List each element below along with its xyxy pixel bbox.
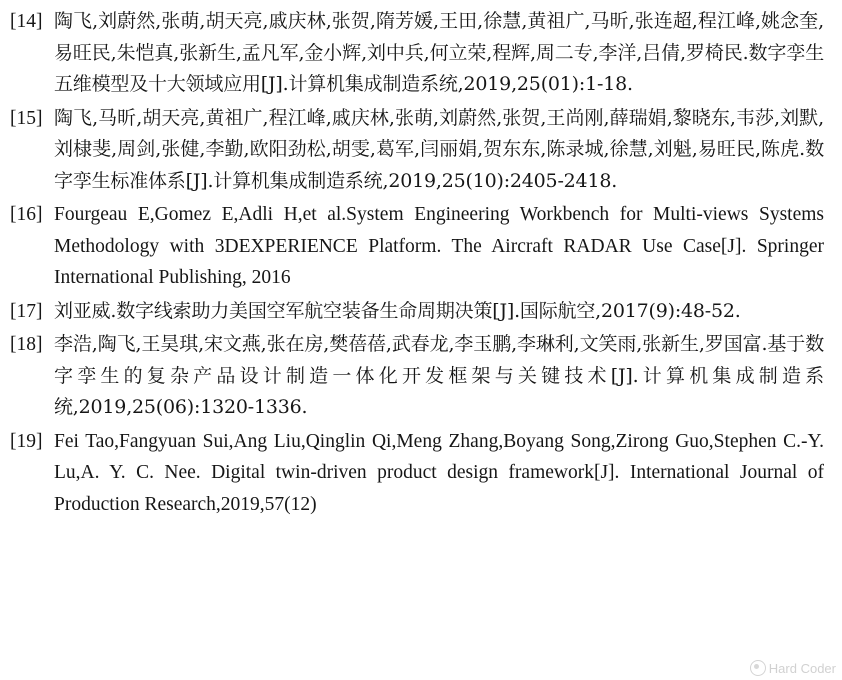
reference-text: 刘亚威.数字线索助力美国空军航空装备生命周期决策[J].国际航空,2017(9):48-52. xyxy=(54,299,741,322)
reference-text: 陶飞,马昕,胡天亮,黄祖广,程江峰,戚庆林,张萌,刘蔚然,张贺,王尚刚,薛瑞娟,黎晓东,韦莎,刘默,刘棣斐,周剑,张健,李勤,欧阳劲松,胡雯,葛军,闫丽娟,贺东东,陈录城,徐慧,刘魁,易旺民,陈虎.数字孪生标准体系[J].计算机集成制造系统,2019,25(10):2405-2418. xyxy=(54,106,824,192)
reference-number: [15] xyxy=(10,107,43,129)
reference-text: Fei Tao,Fangyuan Sui,Ang Liu,Qinglin Qi,Meng Zhang,Boyang Song,Zirong Guo,Stephen C.-Y. Lu,A. Y. C. Nee. Digital twin-driven product design framework[J]. International Journal of Production Research,2019,57(12) xyxy=(54,430,824,515)
reference-entry-16 xyxy=(10,199,824,294)
reference-entry-15 xyxy=(10,103,824,198)
reference-number: [14] xyxy=(10,11,43,32)
watermark xyxy=(750,660,836,676)
reference-number: [16] xyxy=(10,204,43,225)
reference-number: [19] xyxy=(10,430,43,452)
reference-entry-14 xyxy=(10,6,824,101)
reference-text: 陶飞,刘蔚然,张萌,胡天亮,戚庆林,张贺,隋芳媛,王田,徐慧,黄祖广,马昕,张连超,程江峰,姚念奎,易旺民,朱恺真,张新生,孟凡军,金小辉,刘中兵,何立荣,程辉,周二专,李洋,吕倩,罗椅民.数字孪生五维模型及十大领域应用[J].计算机集成制造系统,2019,25(01):1-18. xyxy=(54,10,824,95)
reference-entry-18 xyxy=(10,329,824,424)
reference-text: 李浩,陶飞,王昊琪,宋文燕,张在房,樊蓓蓓,武春龙,李玉鹏,李琳利,文笑雨,张新生,罗国富.基于数字孪生的复杂产品设计制造一体化开发框架与关键技术[J].计算机集成制造系统,2019,25(06):1320-1336. xyxy=(54,333,824,418)
reference-entry-17 xyxy=(10,296,824,328)
reference-entry-19 xyxy=(10,426,824,521)
reference-text: Fourgeau E,Gomez E,Adli H,et al.System Engineering Workbench for Multi-views Systems Methodology with 3DEXPERIENCE Platform. The Aircraft RADAR Use Case[J]. Springer International Publishing, 2016 xyxy=(54,204,824,288)
watermark-label: Hard Coder xyxy=(768,660,836,676)
circle-badge-icon xyxy=(750,660,766,676)
reference-number: [18] xyxy=(10,334,43,355)
reference-number: [17] xyxy=(10,300,43,322)
